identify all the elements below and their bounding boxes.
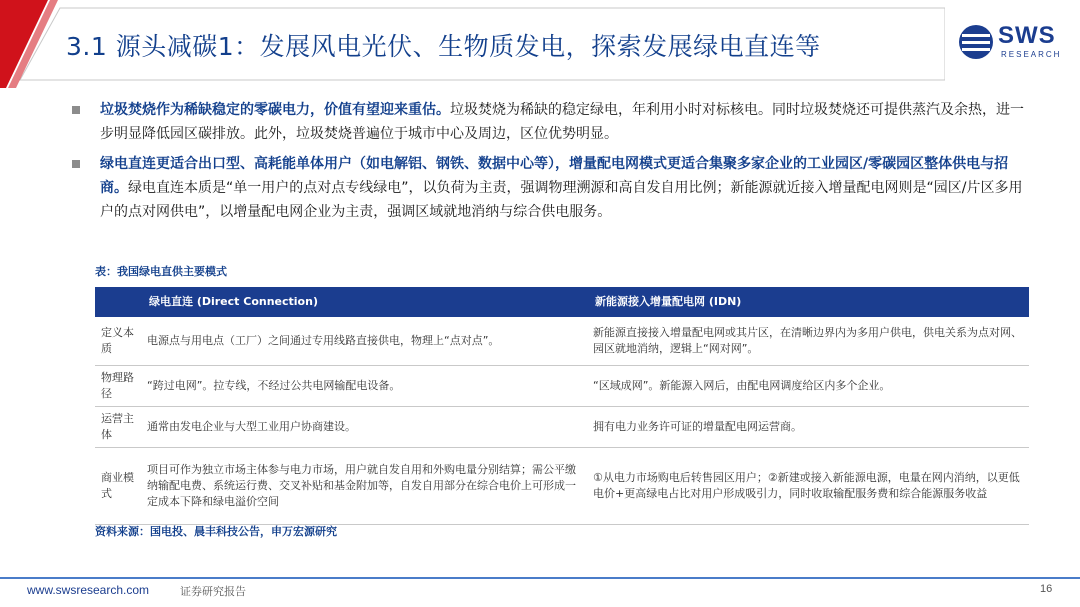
bullet-bold-lead: 垃圾焚烧作为稀缺稳定的零碳电力，价值有望迎来重估。	[100, 102, 450, 118]
header-cell-idn: 新能源接入增量配电网 (IDN)	[587, 287, 1029, 317]
table-caption: 表：我国绿电直供主要模式	[95, 265, 227, 278]
table-cell: 通常由发电企业与大型工业用户协商建设。	[141, 407, 587, 448]
title-banner	[0, 0, 945, 88]
source-note: 资料来源：国电投、晨丰科技公告，申万宏源研究	[95, 525, 337, 538]
bullet-list	[70, 98, 1035, 230]
table-cell: ①从电力市场购电后转售园区用户；②新建或接入新能源电源，电量在网内消纳，以更低电价+更高绿电占比对用户形成吸引力，同时收取输配服务费和综合能源服务收益	[587, 448, 1029, 525]
row-label: 运营主体	[95, 407, 141, 448]
logo-subtext: RESEARCH	[1001, 50, 1062, 59]
table-header-row	[95, 287, 1029, 317]
page-number: 16	[1040, 583, 1053, 595]
table-cell: 项目可作为独立市场主体参与电力市场，用户就自发自用和外购电量分别结算；需公平缴纳输配电费、系统运行费、交叉补贴和基金附加等，自发自用部分在综合电价上可形成一定成本下降和绿电溢价空间	[141, 448, 587, 525]
bullet-square-icon	[72, 160, 80, 168]
table-cell: “跨过电网”。拉专线，不经过公共电网输配电设备。	[141, 366, 587, 407]
bullet-item	[70, 98, 1035, 146]
row-label: 定义本质	[95, 317, 141, 366]
table-cell: 拥有电力业务许可证的增量配电网运营商。	[587, 407, 1029, 448]
table-cell: “区域成网”。新能源入网后，由配电网调度给区内多个企业。	[587, 366, 1029, 407]
footer-report-label: 证券研究报告	[180, 585, 246, 598]
table-row	[95, 366, 1029, 407]
bullet-text: 绿电直连本质是“单一用户的点对点专线绿电”，以负荷为主责，强调物理溯源和高自发自用比例；新能源就近接入增量配电网则是“园区/片区多用户的点对网供电”，以增量配电网企业为主责，强调区域就地消纳与综合供电服务。	[100, 180, 1023, 220]
footer-website-link[interactable]: www.swsresearch.com	[27, 583, 150, 597]
sws-logo	[958, 20, 1068, 64]
bullet-text: 垃圾焚烧为稀缺的稳定绿电，年利用小时对标核电。同时垃圾焚烧还可提供蒸汽及余热，进一步明显降低园区碳排放。此外，垃圾焚烧普遍位于城市中心及周边，区位优势明显。	[100, 102, 1024, 142]
header-cell-empty	[95, 287, 141, 317]
table-cell: 电源点与用电点（工厂）之间通过专用线路直接供电，物理上“点对点”。	[141, 317, 587, 366]
header-cell-direct-connection: 绿电直连 (Direct Connection)	[141, 287, 587, 317]
row-label: 商业模式	[95, 448, 141, 525]
sws-logo-icon	[958, 22, 994, 62]
table-row	[95, 317, 1029, 366]
table-row	[95, 407, 1029, 448]
footer-divider	[0, 577, 1080, 579]
green-power-modes-table	[95, 287, 1029, 525]
table-row	[95, 448, 1029, 525]
bullet-square-icon	[72, 106, 80, 114]
logo-wordmark: SWS	[998, 22, 1056, 49]
bullet-item	[70, 152, 1035, 224]
table-cell: 新能源直接接入增量配电网或其片区，在清晰边界内为多用户供电，供电关系为点对网、园区就地消纳，逻辑上“网对网”。	[587, 317, 1029, 366]
bullet-bold-lead: 绿电直连更适合出口型、高耗能单体用户（如电解铝、钢铁、数据中心等），增量配电网模式更适合集聚多家企业的工业园区/零碳园区整体供电与招商。	[100, 156, 1009, 196]
page-title: 3.1 源头减碳1：发展风电光伏、生物质发电，探索发展绿电直连等	[66, 32, 821, 61]
row-label: 物理路径	[95, 366, 141, 407]
